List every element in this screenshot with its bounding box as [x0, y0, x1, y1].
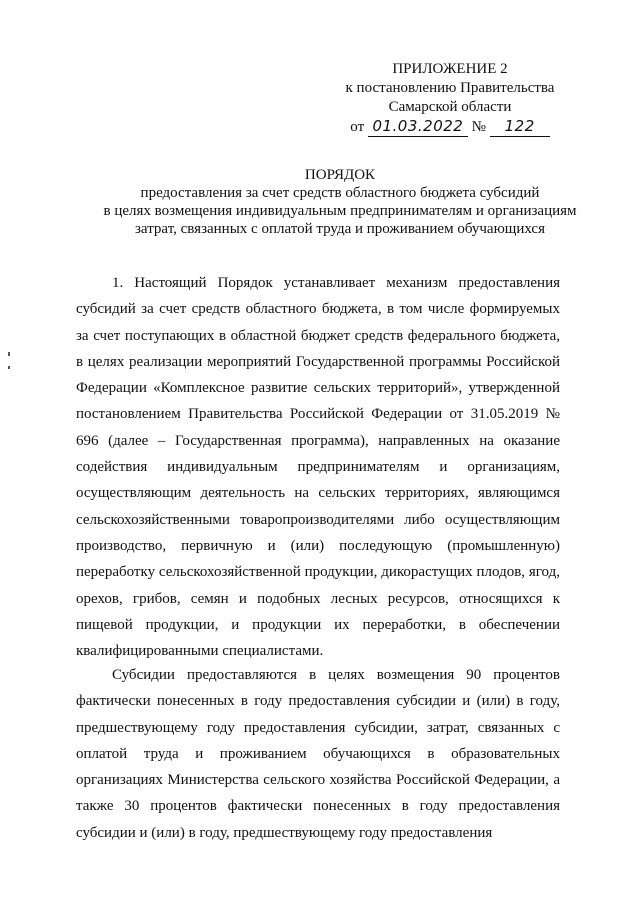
- document-title: [60, 166, 620, 238]
- body-paragraph-1: [76, 270, 560, 664]
- handwritten-date: 01.03.2022: [368, 117, 468, 137]
- scan-mark: [8, 352, 10, 356]
- handwritten-number: 122: [490, 117, 550, 137]
- title-main: ПОРЯДОК: [304, 167, 376, 183]
- scan-mark: [8, 366, 10, 369]
- body-paragraph-2: [76, 662, 560, 846]
- appendix-title: ПРИЛОЖЕНИЕ 2: [392, 61, 508, 77]
- paragraph-text: Субсидии предоставляются в целях возмещения 90 процентов фактически понесенных в году предоставления субсидии и (или) в году, предшествующему году предоставления субсидии, затрат, связанных с оплатой труда и проживанием обучающихся в образовательных организациях Министерства сельского хозяйства Российской Федерации, а также 30 процентов фактически понесенных в году предоставления субсидии и (или) в году, предшествующему году предоставления: [76, 667, 560, 841]
- paragraph-text: 1. Настоящий Порядок устанавливает механизм предоставления субсидий за счет средств областного бюджета, в том числе формируемых за счет поступающих в областной бюджет средств федерального бюджета, в целях реализации мероприятий Государственной программы Российской Федерации «Комплексное развитие сельских территорий», утвержденной постановлением Правительства Российской Федерации от 31.05.2019 № 696 (далее – Государственная программа), направленных на оказание содействия индивидуальным предпринимателям и организациям, осуществляющим деятельность на сельских территориях, являющимся сельскохозяйственными товаропроизводителями либо осуществляющим производство, первичную и (или) последующую (промышленную) переработку сельскохозяйственной продукции, дикорастущих плодов, ягод, орехов, грибов, семян и подобных лесных ресурсов, относящихся к пищевой продукции, и продукции их переработки, в обеспечении квалифицированными специалистами.: [76, 275, 560, 660]
- number-prefix: №: [471, 119, 486, 135]
- title-subline-2: в целях возмещения индивидуальным предпринимателям и организациям: [103, 203, 577, 219]
- title-subline-1: предоставления за счет средств областного бюджета субсидий: [140, 185, 540, 201]
- appendix-date-line: [330, 117, 570, 137]
- appendix-line-2: Самарской области: [388, 99, 512, 115]
- appendix-header: [330, 60, 570, 137]
- appendix-line-1: к постановлению Правительства: [345, 80, 555, 96]
- date-prefix: от: [350, 119, 365, 135]
- title-subline-3: затрат, связанных с оплатой труда и проживанием обучающихся: [135, 221, 545, 237]
